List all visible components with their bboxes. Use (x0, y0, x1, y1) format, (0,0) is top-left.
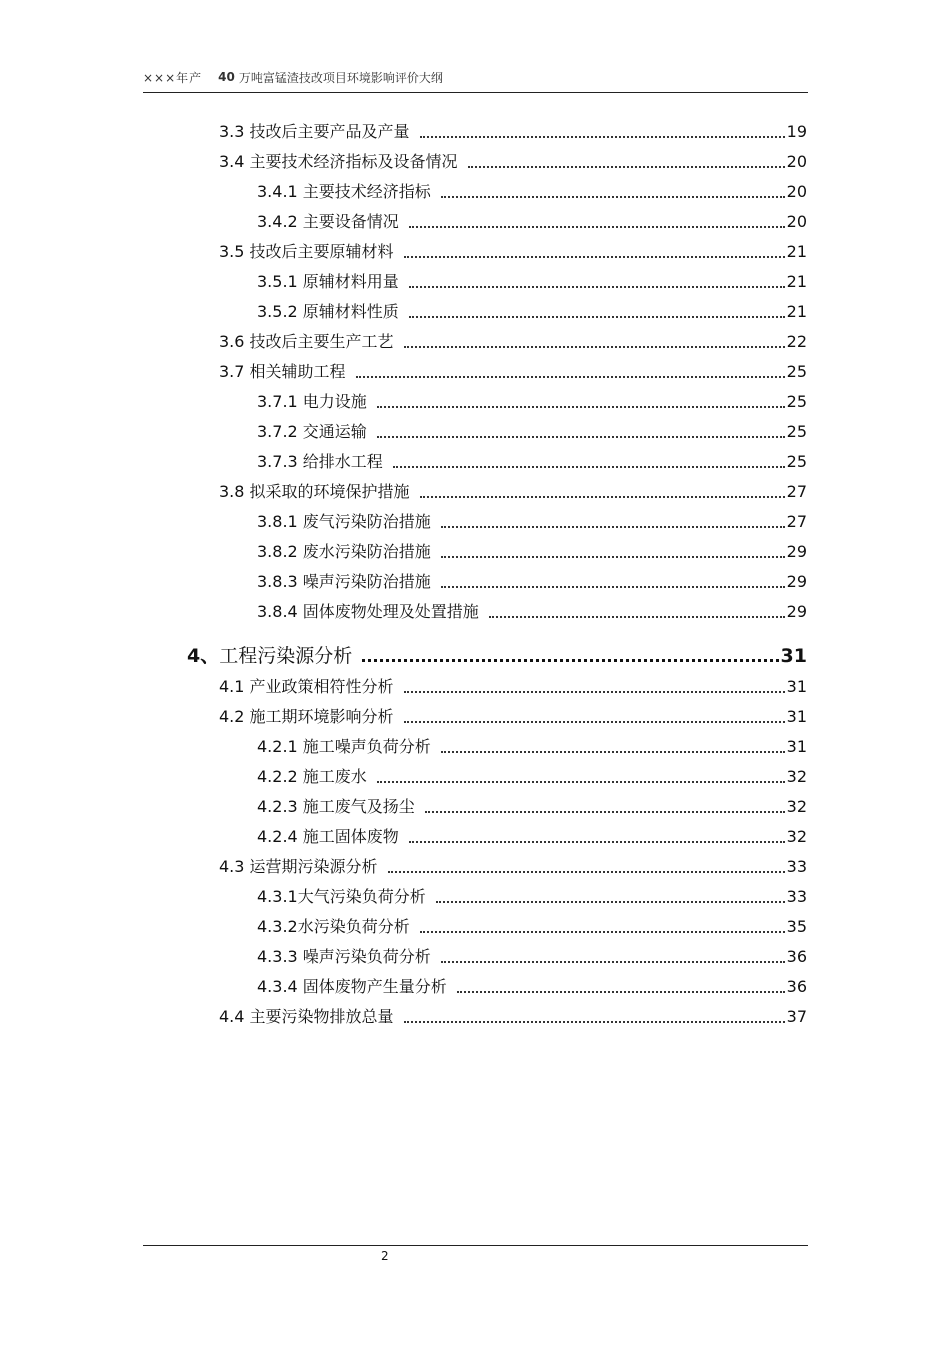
toc-title: 废气污染防治措施 (302, 512, 431, 531)
toc-page: 31 (786, 707, 807, 726)
dot-leader (441, 961, 785, 963)
dot-leader (404, 721, 785, 723)
toc-entry[interactable] (257, 176, 807, 202)
dot-leader (362, 659, 778, 662)
header-number: 40 (218, 70, 235, 84)
dot-leader (404, 256, 785, 258)
dot-leader (441, 751, 785, 753)
toc-entry[interactable] (257, 386, 807, 412)
toc-title: 固体废物处理及处置措施 (302, 602, 479, 621)
toc-entry[interactable] (219, 671, 807, 697)
toc-entry[interactable] (257, 881, 807, 907)
toc-title: 技改后主要产品及产量 (249, 122, 410, 141)
toc-number: 3.6 (219, 332, 250, 351)
toc-entry[interactable] (219, 356, 807, 382)
toc-title: 施工废水 (302, 767, 367, 786)
page-footer (143, 1245, 808, 1263)
dot-leader (420, 136, 785, 138)
toc-title: 噪声污染负荷分析 (302, 947, 431, 966)
toc-number: 3.4.1 (257, 182, 303, 201)
dot-leader (404, 691, 785, 693)
dot-leader (404, 1021, 785, 1023)
toc-page: 20 (786, 182, 807, 201)
dot-leader (409, 286, 785, 288)
toc-title: 技改后主要原辅材料 (249, 242, 394, 261)
toc-title: 大气污染负荷分析 (297, 887, 426, 906)
toc-page: 31 (786, 677, 807, 696)
toc-number: 3.8.4 (257, 602, 303, 621)
toc-entry[interactable] (219, 116, 807, 142)
toc-title: 主要技术经济指标及设备情况 (249, 152, 458, 171)
toc-number: 3.8.3 (257, 572, 303, 591)
toc-entry[interactable] (257, 791, 807, 817)
toc-title: 主要污染物排放总量 (249, 1007, 394, 1026)
dot-leader (388, 871, 785, 873)
toc-title: 水污染负荷分析 (297, 917, 410, 936)
toc-page: 25 (786, 422, 807, 441)
toc-title: 固体废物产生量分析 (302, 977, 447, 996)
toc-title: 产业政策相符性分析 (249, 677, 394, 696)
toc-entry[interactable] (257, 506, 807, 532)
toc-title: 施工废气及扬尘 (302, 797, 415, 816)
toc-title: 原辅材料用量 (302, 272, 399, 291)
toc-page: 29 (786, 572, 807, 591)
toc-page: 29 (786, 542, 807, 561)
dot-leader (409, 226, 785, 228)
toc-title: 主要技术经济指标 (302, 182, 431, 201)
toc-page: 32 (786, 797, 807, 816)
toc-entry[interactable] (257, 821, 807, 847)
toc-page: 31 (780, 645, 807, 667)
toc-page: 21 (786, 242, 807, 261)
dot-leader (409, 841, 785, 843)
toc-number: 4.2 (219, 707, 250, 726)
toc-title: 废水污染防治措施 (302, 542, 431, 561)
toc-entry[interactable] (219, 146, 807, 172)
toc-number: 3.4 (219, 152, 250, 171)
toc-entry[interactable] (219, 476, 807, 502)
toc-entry[interactable] (257, 911, 807, 937)
toc-entry[interactable] (219, 326, 807, 352)
toc-title: 相关辅助工程 (249, 362, 346, 381)
toc-number: 3.4.2 (257, 212, 303, 231)
toc-number: 3.7.3 (257, 452, 303, 471)
toc-entry[interactable] (219, 701, 807, 727)
toc-number: 3.5.2 (257, 302, 303, 321)
toc-title: 施工期环境影响分析 (249, 707, 394, 726)
dot-leader (420, 496, 785, 498)
dot-leader (377, 406, 785, 408)
page-number: 2 (381, 1249, 389, 1263)
toc-title: 交通运输 (302, 422, 367, 441)
toc-number: 3.5 (219, 242, 250, 261)
toc-number: 4.3 (219, 857, 250, 876)
toc-page: 21 (786, 302, 807, 321)
dot-leader (441, 556, 785, 558)
dot-leader (404, 346, 785, 348)
toc-page: 25 (786, 452, 807, 471)
dot-leader (356, 376, 785, 378)
toc-number: 3.8.2 (257, 542, 303, 561)
toc-entry[interactable] (257, 566, 807, 592)
toc-number: 4.2.4 (257, 827, 303, 846)
toc-entry[interactable] (257, 596, 807, 622)
toc-number: 3.7 (219, 362, 250, 381)
dot-leader (441, 196, 785, 198)
dot-leader (441, 586, 785, 588)
toc-title: 主要设备情况 (302, 212, 399, 231)
toc-page: 31 (786, 737, 807, 756)
toc-entry[interactable] (219, 851, 807, 877)
toc-number: 4.2.3 (257, 797, 303, 816)
toc-entry[interactable] (257, 206, 807, 232)
toc-page: 35 (786, 917, 807, 936)
toc-entry[interactable] (257, 731, 807, 757)
toc-entry[interactable] (257, 446, 807, 472)
dot-leader (377, 436, 785, 438)
toc-entry[interactable] (257, 941, 807, 967)
dot-leader (377, 781, 785, 783)
toc-number: 3.7.1 (257, 392, 303, 411)
dot-leader (441, 526, 785, 528)
toc-number: 4.3.3 (257, 947, 303, 966)
toc-page: 37 (786, 1007, 807, 1026)
toc-entry[interactable] (257, 536, 807, 562)
dot-leader (409, 316, 785, 318)
toc-page: 20 (786, 212, 807, 231)
toc-page: 27 (786, 482, 807, 501)
toc-number: 3.5.1 (257, 272, 303, 291)
toc-title: 运营期污染源分析 (249, 857, 378, 876)
toc-page: 21 (786, 272, 807, 291)
header-title: 万吨富锰渣技改项目环境影响评价大纲 (238, 70, 443, 85)
toc-page: 22 (786, 332, 807, 351)
toc-page: 33 (786, 857, 807, 876)
toc-entry[interactable] (257, 266, 807, 292)
toc-page: 27 (786, 512, 807, 531)
dot-leader (489, 616, 785, 618)
toc-title: 噪声污染防治措施 (302, 572, 431, 591)
toc-title: 给排水工程 (302, 452, 383, 471)
dot-leader (436, 901, 785, 903)
toc-page: 32 (786, 767, 807, 786)
toc-entry[interactable] (257, 416, 807, 442)
toc-entry[interactable] (219, 1001, 807, 1027)
toc-number: 3.8 (219, 482, 250, 501)
toc-number: 3.8.1 (257, 512, 303, 531)
toc-page: 36 (786, 977, 807, 996)
page-header (143, 62, 808, 93)
toc-title: 技改后主要生产工艺 (249, 332, 394, 351)
toc-page: 33 (786, 887, 807, 906)
toc-number: 4.3.2 (257, 917, 298, 936)
toc-page: 32 (786, 827, 807, 846)
dot-leader (420, 931, 785, 933)
toc-page: 29 (786, 602, 807, 621)
toc-title: 施工噪声负荷分析 (302, 737, 431, 756)
dot-leader (425, 811, 785, 813)
toc-number: 3.7.2 (257, 422, 303, 441)
toc-title: 施工固体废物 (302, 827, 399, 846)
toc-number: 4、 (187, 645, 220, 667)
toc-title: 原辅材料性质 (302, 302, 399, 321)
toc-entry[interactable] (257, 971, 807, 997)
toc-page: 20 (786, 152, 807, 171)
toc-title: 电力设施 (302, 392, 367, 411)
toc-number: 4.1 (219, 677, 250, 696)
header-prefix: ×××年产 (143, 70, 203, 85)
toc-page: 25 (786, 392, 807, 411)
dot-leader (457, 991, 785, 993)
toc-title: 拟采取的环境保护措施 (249, 482, 410, 501)
toc-page: 36 (786, 947, 807, 966)
toc-title: 工程污染源分析 (219, 645, 353, 667)
toc-page: 25 (786, 362, 807, 381)
toc-page: 19 (786, 122, 807, 141)
toc-number: 4.4 (219, 1007, 250, 1026)
toc-number: 4.3.4 (257, 977, 303, 996)
toc-number: 3.3 (219, 122, 250, 141)
toc-number: 4.2.1 (257, 737, 303, 756)
dot-leader (393, 466, 785, 468)
toc-number: 4.3.1 (257, 887, 298, 906)
toc-number: 4.2.2 (257, 767, 303, 786)
toc-entry[interactable] (219, 236, 807, 262)
toc-entry[interactable] (257, 296, 807, 322)
toc-entry[interactable] (257, 761, 807, 787)
dot-leader (468, 166, 785, 168)
toc-chapter-entry[interactable] (187, 638, 807, 666)
